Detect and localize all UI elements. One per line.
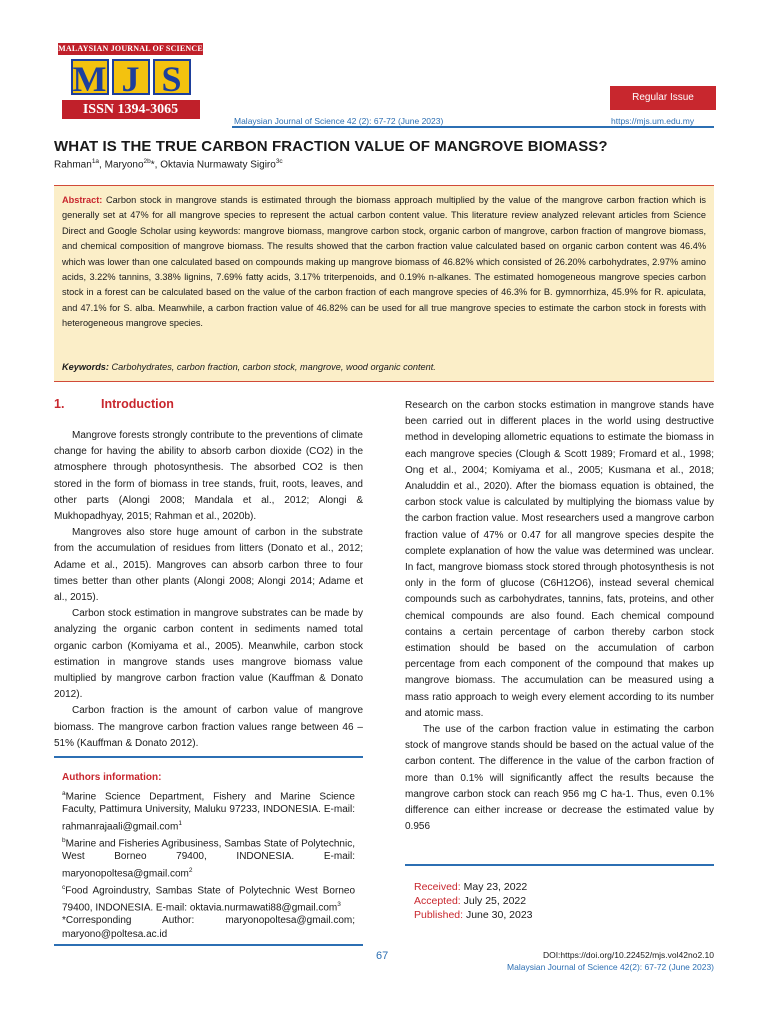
author-affiliation-mark: 2b [143,158,151,165]
section-number: 1. [54,397,65,411]
body-paragraph: Mangroves also store huge amount of carbon in the substrate from the accumulation of residues from litters (Donato et al., 2012; Adame et al., 2015). Mangroves can absorb carbon three to four times better than other plants (Alongi 2008; Alongi 2014; Adame et al., 2015). [54,527,363,604]
published-label: Published: [414,909,464,921]
body-paragraph: Carbon fraction is the amount of carbon value of mangrove biomass. The mangrove carbon fraction values range between 46 – 51% (Kauffman & Donato 2012). [54,705,363,749]
abstract-box [54,185,714,382]
footer-citation: Malaysian Journal of Science 42(2): 67-72 (June 2023) [507,962,714,972]
body-paragraph: The use of the carbon fraction value in estimating the carbon stock of mangrove stands should be based on the actual value of the carbon content. The difference in the value of the carbon fraction of more than 0.1% will significantly affect the results because the mangrove carbon stock can reach 956 mg C ha-1. Thus, even 0.1% difference can either increase or decrease the estimated value by 0.956 [405,724,714,833]
header-citation: Malaysian Journal of Science 42 (2): 67-72 (June 2023) [234,116,444,126]
body-paragraph: Carbon stock estimation in mangrove substrates can be made by analyzing the organic carbon content in sediments named total organic carbon (Komiyama et al., 2005). Meanwhile, carbon stock estimation in mangrove stands uses mangrove biomass value multiplied by mangrove carbon fraction value (Kauffman & Donato 2012). [54,608,363,701]
abstract-label: Abstract: [62,195,103,205]
accepted-date: July 25, 2022 [463,895,527,907]
received-label: Received: [414,881,461,893]
affiliation-entry [62,787,355,834]
article-dates [405,864,714,922]
affiliation-entry [62,834,355,881]
author-separator: , [99,159,105,171]
doi-link[interactable]: DOI:https://doi.org/10.22452/mjs.vol42no2.10 [542,950,714,960]
author-separator: , [154,159,161,171]
author-list [54,158,283,170]
affiliation-mark: c [62,883,66,891]
header-divider [232,126,714,128]
abstract-text: Carbon stock in mangrove stands is estimated through the biomass approach multiplied by the value of the mangrove carbon fraction which is generally set at 47% for all mangrove species to represent the actual carbon content value. This literature review analyzed relevant articles from Science Direct and Google Scholar using keywords: mangrove biomass, mangrove carbon stock, organic carbon of mangrove, carbon fraction of mangrove biomass, and chemical composition of mangrove biomass. The results showed that the carbon fraction value calculated based on organic carbon content was 46.4% which was lower than one calculated based on compounds making up mangrove biomass of 46.82% which consisted of 26.20% carbohydrates, 2.97% amino acids, 3.22% tannins, 3.38% lignins, 7.69% fatty acids, 3.17% triterpenoids, and 0.19% n-alkanes. The estimated homogeneous mangrove species carbon stock in a forest can be calculated based on the value of the carbon fraction of each mangrove species of 46.3% for B. gymnorrhiza, 45.9% for R. apiculata, and 47.1% for S. alba. Meanwhile, a carbon fraction value of 46.82% can be used for all true mangrove species to estimate the carbon stock in forests with heterogeneous mangrove species. [62,195,706,329]
accepted-label: Accepted: [414,895,461,907]
received-date-row [414,880,705,894]
affiliation-mark: a [62,789,66,797]
keywords [62,362,436,372]
author-affiliation-mark: 1a [91,158,100,165]
author-name: Rahman [54,159,92,171]
authors-information-title: Authors information: [62,772,162,783]
journal-url-link[interactable]: https://mjs.um.edu.my [611,116,695,126]
page-number: 67 [376,950,389,962]
logo-letter-j: J [112,59,150,95]
affiliation-tail-mark: 2 [188,866,193,874]
body-paragraph: Research on the carbon stocks estimation in mangrove stands have been carried out in different places in the world using destructive method in developing allometric equations to estimate the biomass in each mangrove species (Clough & Scott 1989; Fromard et al., 1998; Ong et al., 2004; Komiyama et al., 2005; Kusmana et al., 2018; Analuddin et al., 2020). After the biomass equation is obtained, the carbon stock value is calculated by multiplying the biomass value by the carbon fraction value. Most researchers used a mangrove carbon fraction value of 47% or 0.47 for all mangrove species despite the complete explanation of how the value was determined was unclear. In fact, mangrove biomass stock stored through photosynthesis is not only in the form of glucose (C6H12O6), instead several chemical compounds such as carbohydrates, tannins, fats, proteins, and other chemical compounds are also found. Each chemical compound contains a certain percentage of carbon thereby carbon stock estimation should be based on the accumulation of carbon percentage from each component of the compound that makes up mangrove biomass. The accumulation can be measured using a mass ratio approach to weigh every element according to its number and atomic mass. [405,400,714,719]
affiliation-mark: b [62,836,66,844]
author-name: Oktavia Nurmawaty Sigiro [160,159,276,171]
left-column [54,428,363,752]
keywords-label: Keywords: [62,362,109,372]
corresponding-author-mark: * [150,159,155,171]
abstract [62,193,706,332]
authors-information-box [54,756,363,946]
affiliation-entry [62,881,355,915]
section-title: Introduction [101,397,174,411]
issue-type-badge: Regular Issue [610,86,716,110]
affiliation-tail-mark: 3 [337,900,341,908]
published-date-row [414,908,705,922]
logo-letter-m: M [71,59,109,95]
accepted-date-row [414,894,705,908]
logo-letter-s: S [153,59,191,95]
received-date: May 23, 2022 [463,881,528,893]
journal-logo [58,43,203,119]
logo-banner: MALAYSIAN JOURNAL OF SCIENCE [58,44,203,53]
author-affiliation-mark: 3c [275,158,283,165]
author-name: Maryono [104,159,144,171]
logo-issn: ISSN 1394-3065 [62,100,200,119]
corresponding-author: *Corresponding Author: maryonopoltesa@gmail.com; maryono@poltesa.ac.id [62,915,355,940]
affiliation-text: Marine Science Department, Fishery and Marine Science Faculty, Pattimura University, Maluku 97233, INDONESIA. E-mail: rahmanrajaali@gmail.com [62,790,355,833]
affiliation-text: Marine and Fisheries Agribusiness, Sambas State of Polytechnic, West Borneo 79400, INDONESIA. E-mail: maryonopoltesa@gmail.com [62,837,355,880]
article-title: WHAT IS THE TRUE CARBON FRACTION VALUE OF MANGROVE BIOMASS? [54,138,608,155]
affiliation-text: Food Agroindustry, Sambas State of Polytechnic West Borneo 79400, INDONESIA. E-mail: oktavia.nurmawati88@gmail.com [62,885,355,913]
keywords-text: Carbohydrates, carbon fraction, carbon stock, mangrove, wood organic content. [111,362,436,372]
published-date: June 30, 2023 [465,909,533,921]
affiliation-tail-mark: 1 [178,819,182,827]
right-column [405,398,714,835]
section-heading-introduction [54,397,174,411]
logo-letters [58,59,203,99]
body-paragraph: Mangrove forests strongly contribute to the preventions of climate change for having the ability to absorb carbon dioxide (CO2) in the atmosphere through photosynthesis. The absorbed CO2 is then stored in the form of biomass in tree stands, fruit, roots, leaves, and other parts (Alongi 2008; Mandala et al., 2012; Alongi & Mukhopadhyay, 2015; Rahman et al., 2020b). [54,430,363,523]
